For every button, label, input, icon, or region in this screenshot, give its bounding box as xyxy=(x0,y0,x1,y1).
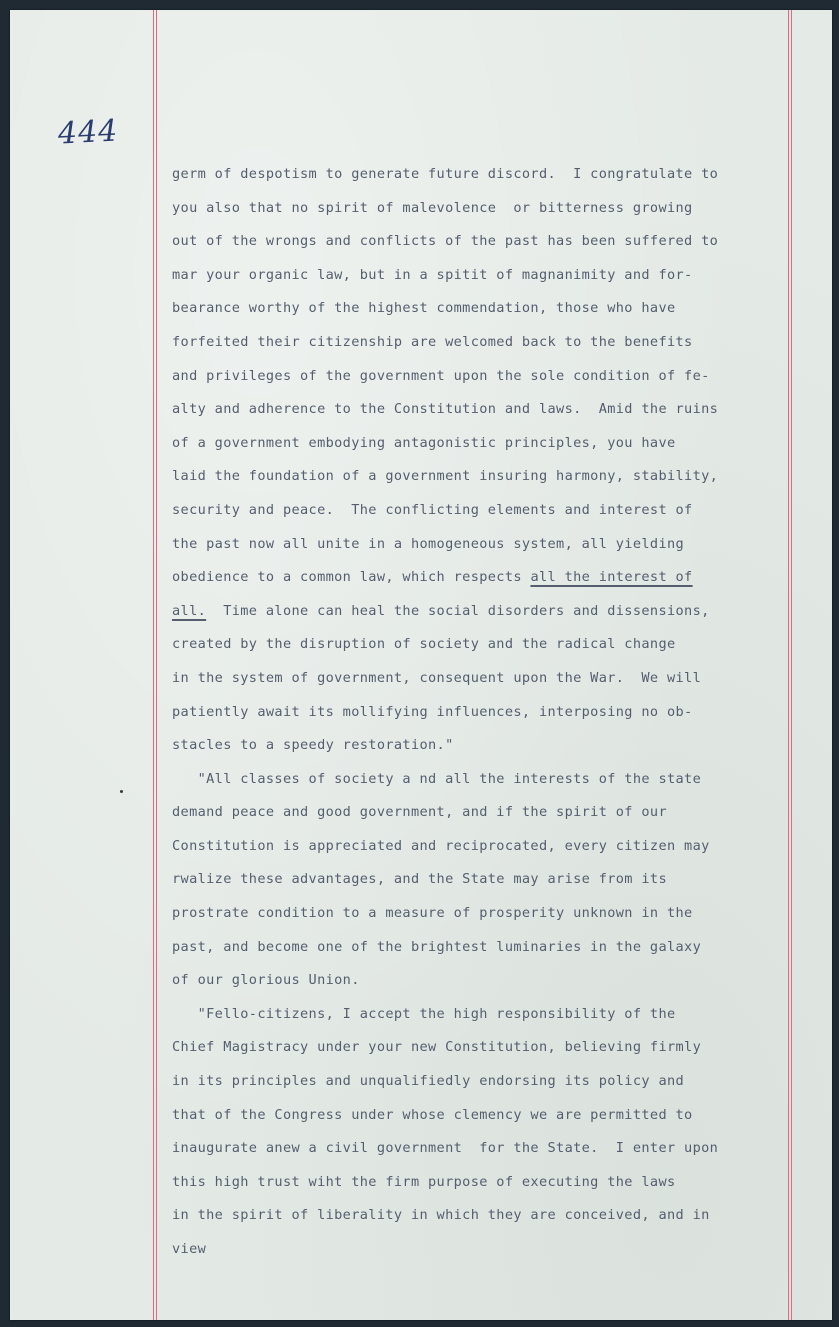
text-line: that of the Congress under whose clemency we are permitted to xyxy=(172,1106,693,1123)
text-line: stacles to a speedy restoration." xyxy=(172,737,454,754)
left-margin-rule xyxy=(153,10,154,1320)
text-line: mar your organic law, but in a spitit of magnanimity and for- xyxy=(172,266,693,283)
left-margin-rule-inner xyxy=(156,10,157,1320)
text-line: prostrate condition to a measure of prosperity unknown in the xyxy=(172,905,693,922)
ink-speck xyxy=(120,790,123,793)
text-line: alty and adherence to the Constitution and laws. Amid the ruins xyxy=(172,401,719,418)
text-line: bearance worthy of the highest commendation, those who have xyxy=(172,300,676,317)
text-line: in the spirit of liberality in which they are conceived, and in xyxy=(172,1207,710,1224)
text-line: inaugurate anew a civil government for the State. I enter upon xyxy=(172,1140,719,1157)
text-line: Constitution is appreciated and reciprocated, every citizen may xyxy=(172,837,710,854)
text-line: you also that no spirit of malevolence or bitterness growing xyxy=(172,199,693,216)
text-line: out of the wrongs and conflicts of the past has been suffered to xyxy=(172,233,719,250)
underlined-word: all. xyxy=(172,602,207,619)
text-line: past, and become one of the brightest luminaries in the galaxy xyxy=(172,938,702,955)
text-line: the past now all unite in a homogeneous system, all yielding xyxy=(172,535,685,552)
text-line: this high trust wiht the firm purpose of executing the laws xyxy=(172,1173,676,1190)
text-line xyxy=(172,561,832,595)
text-line: laid the foundation of a government insuring harmony, stability, xyxy=(172,468,719,485)
text-line xyxy=(172,595,832,629)
text-line-head: obedience to a common law, which respects xyxy=(172,569,531,586)
text-line: forfeited their citizenship are welcomed back to the benefits xyxy=(172,333,693,350)
text-line: in the system of government, consequent upon the War. We will xyxy=(172,669,702,686)
text-line: germ of despotism to generate future discord. I congratulate to xyxy=(172,166,719,182)
text-line: in its principles and unqualifiedly endorsing its policy and xyxy=(172,1073,685,1090)
text-line: and privileges of the government upon the sole condition of fe- xyxy=(172,367,710,384)
text-line-tail: Time alone can heal the social disorders and dissensions, xyxy=(206,602,710,619)
text-line: "Fello-citizens, I accept the high responsibility of the xyxy=(172,1005,676,1022)
text-line: of our glorious Union. xyxy=(172,972,360,989)
text-line: rwalize these advantages, and the State may arise from its xyxy=(172,871,667,888)
text-line: Chief Magistracy under your new Constitution, believing firmly xyxy=(172,1039,702,1056)
typed-text-body xyxy=(172,158,832,1267)
text-line: "All classes of society a nd all the interests of the state xyxy=(172,770,702,787)
text-line: view xyxy=(172,1241,207,1257)
handwritten-page-number: 444 xyxy=(57,113,120,152)
text-line: created by the disruption of society and the radical change xyxy=(172,636,676,653)
text-line: demand peace and good government, and if the spirit of our xyxy=(172,804,667,821)
document-page xyxy=(10,10,832,1320)
text-line: patiently await its mollifying influences, interposing no ob- xyxy=(172,703,693,720)
text-line: of a government embodying antagonistic principles, you have xyxy=(172,434,676,451)
underlined-phrase: all the interest of xyxy=(530,569,693,586)
text-line: security and peace. The conflicting elements and interest of xyxy=(172,501,693,518)
